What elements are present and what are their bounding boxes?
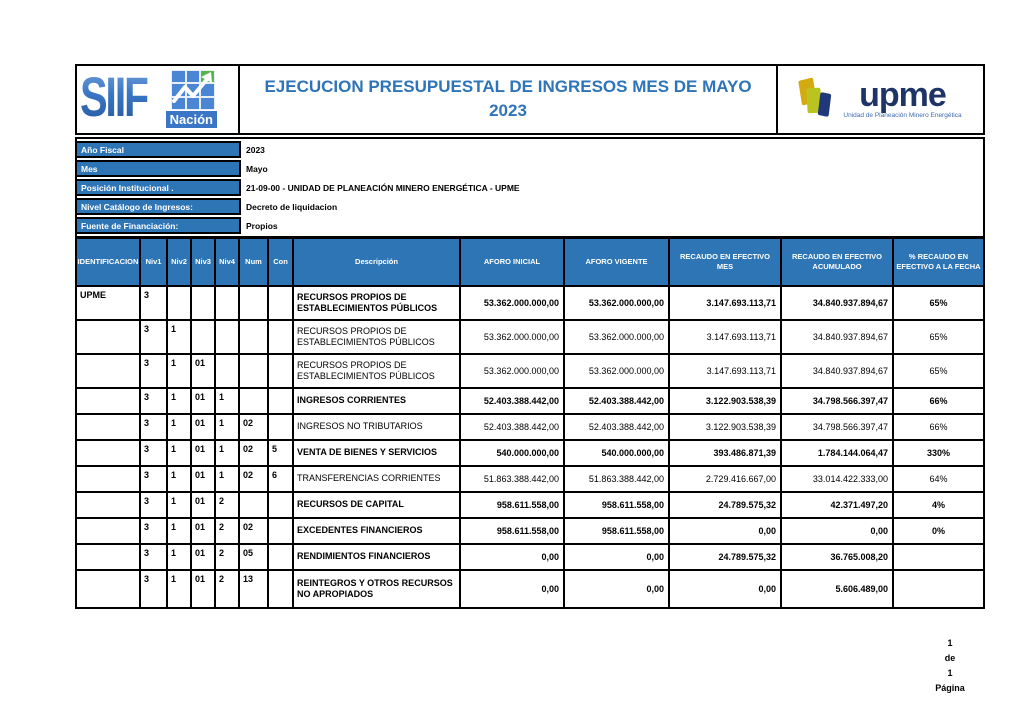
- table-row: [77, 545, 983, 571]
- cell-recaudo-mes: 24.789.575,32: [670, 545, 782, 569]
- table-row: [77, 519, 983, 545]
- cell-num: [240, 321, 269, 353]
- cell-descripcion: RENDIMIENTOS FINANCIEROS: [294, 545, 461, 569]
- cell-num: 02: [240, 415, 269, 439]
- cell-aforo-inicial: 540.000.000,00: [461, 441, 565, 465]
- cell-niv1: 3: [141, 441, 168, 465]
- cell-aforo-vigente: 958.611.558,00: [565, 493, 670, 517]
- cell-pct: [894, 545, 983, 569]
- report-title-year: 2023: [489, 101, 527, 120]
- column-header: Niv4: [216, 239, 240, 285]
- budget-report-document: [75, 64, 985, 609]
- cell-niv1: 3: [141, 467, 168, 491]
- cell-recaudo-acumulado: 0,00: [782, 519, 894, 543]
- cell-descripcion: RECURSOS DE CAPITAL: [294, 493, 461, 517]
- metadata-value: Propios: [246, 220, 278, 231]
- column-header: Con: [269, 239, 294, 285]
- cell-niv2: 1: [168, 545, 192, 569]
- cell-aforo-inicial: 53.362.000.000,00: [461, 287, 565, 319]
- cell-recaudo-mes: 393.486.871,39: [670, 441, 782, 465]
- cell-aforo-vigente: 958.611.558,00: [565, 519, 670, 543]
- cell-pct: 330%: [926, 448, 951, 458]
- metadata-row: [77, 159, 983, 178]
- cell-niv3: 01: [192, 415, 216, 439]
- cell-niv2: 1: [168, 493, 192, 517]
- cell-descripcion: INGRESOS NO TRIBUTARIOS: [294, 415, 461, 439]
- column-header: AFORO INICIAL: [461, 239, 565, 285]
- cell-recaudo-acumulado: 1.784.144.064,47: [782, 441, 894, 465]
- column-header: AFORO VIGENTE: [565, 239, 670, 285]
- cell-con: [269, 321, 294, 353]
- table-header-row: [77, 239, 983, 287]
- cell-recaudo-mes: 3.147.693.113,71: [670, 355, 782, 387]
- cell-recaudo-mes: 3.147.693.113,71: [670, 287, 782, 319]
- cell-niv2: 1: [168, 467, 192, 491]
- cell-aforo-vigente: 52.403.388.442,00: [565, 415, 670, 439]
- metadata-label: Fuente de Financiación:: [77, 217, 241, 234]
- cell-niv4: 1: [216, 467, 240, 491]
- cell-aforo-inicial: 52.403.388.442,00: [461, 415, 565, 439]
- column-header: Niv2: [168, 239, 192, 285]
- cell-pct: 65%: [929, 332, 948, 342]
- page-indicator-line: 1: [947, 638, 953, 648]
- cell-descripcion: REINTEGROS Y OTROS RECURSOS NO APROPIADOS: [294, 571, 461, 607]
- upme-logo-tagline: Unidad de Planeación Minero Energética: [843, 112, 962, 119]
- table-row: [77, 415, 983, 441]
- page-indicator: [918, 636, 982, 696]
- cell-niv1: 3: [141, 571, 168, 607]
- cell-niv3: 01: [192, 467, 216, 491]
- cell-aforo-inicial: 53.362.000.000,00: [461, 355, 565, 387]
- cell-con: [269, 519, 294, 543]
- cell-niv3: 01: [192, 441, 216, 465]
- cell-aforo-inicial: 0,00: [461, 545, 565, 569]
- cell-niv4: [216, 355, 240, 387]
- siif-logo-text: SIIF: [80, 65, 148, 128]
- cell-recaudo-acumulado: 42.371.497,20: [782, 493, 894, 517]
- cell-pct: 65%: [929, 366, 948, 376]
- cell-aforo-inicial: 0,00: [461, 571, 565, 607]
- cell-pct: 65%: [929, 298, 948, 308]
- cell-identificacion: [77, 441, 141, 465]
- cell-identificacion: [77, 519, 141, 543]
- metadata-row: [77, 197, 983, 216]
- cell-aforo-vigente: 540.000.000,00: [565, 441, 670, 465]
- cell-aforo-vigente: 51.863.388.442,00: [565, 467, 670, 491]
- cell-descripcion: RECURSOS PROPIOS DE ESTABLECIMIENTOS PÚBLICOS: [294, 287, 461, 319]
- cell-niv1: 3: [141, 321, 168, 353]
- siif-nacion-logo: [75, 64, 240, 135]
- cell-identificacion: [77, 389, 141, 413]
- metadata-row: [77, 178, 983, 197]
- metadata-row: [77, 140, 983, 159]
- cell-num: 13: [240, 571, 269, 607]
- table-row: [77, 571, 983, 607]
- metadata-row: [77, 216, 983, 235]
- cell-con: [269, 545, 294, 569]
- cell-recaudo-acumulado: 34.840.937.894,67: [782, 321, 894, 353]
- cell-niv2: 1: [168, 441, 192, 465]
- column-header: Niv3: [192, 239, 216, 285]
- table-row: [77, 287, 983, 321]
- cell-identificacion: [77, 321, 141, 353]
- cell-aforo-vigente: 53.362.000.000,00: [565, 287, 670, 319]
- page-indicator-line: 1: [947, 668, 953, 678]
- metadata-label: Posición Institucional .: [77, 179, 241, 196]
- cell-niv3: [192, 321, 216, 353]
- cell-con: [269, 355, 294, 387]
- cell-pct: 0%: [931, 526, 945, 536]
- cell-pct: [894, 571, 983, 607]
- cell-con: [269, 571, 294, 607]
- cell-descripcion: TRANSFERENCIAS CORRIENTES: [294, 467, 461, 491]
- upme-flame-icon: [799, 75, 835, 125]
- cell-recaudo-mes: 3.147.693.113,71: [670, 321, 782, 353]
- metadata-label: Nivel Catálogo de Ingresos:: [77, 198, 241, 215]
- cell-identificacion: [77, 545, 141, 569]
- cell-niv3: 01: [192, 389, 216, 413]
- cell-descripcion: EXCEDENTES FINANCIEROS: [294, 519, 461, 543]
- cell-recaudo-acumulado: 34.798.566.397,47: [782, 415, 894, 439]
- cell-niv4: [216, 321, 240, 353]
- cell-aforo-vigente: 0,00: [565, 545, 670, 569]
- cell-niv4: 1: [216, 415, 240, 439]
- cell-niv3: 01: [192, 519, 216, 543]
- cell-identificacion: [77, 571, 141, 607]
- cell-niv2: 1: [168, 415, 192, 439]
- cell-recaudo-acumulado: 34.840.937.894,67: [782, 287, 894, 319]
- cell-recaudo-mes: 3.122.903.538,39: [670, 389, 782, 413]
- cell-con: 5: [269, 441, 294, 465]
- column-header: Niv1: [141, 239, 168, 285]
- cell-niv1: 3: [141, 493, 168, 517]
- cell-num: 02: [240, 519, 269, 543]
- cell-descripcion: RECURSOS PROPIOS DE ESTABLECIMIENTOS PÚBLICOS: [294, 321, 461, 353]
- cell-recaudo-mes: 2.729.416.667,00: [670, 467, 782, 491]
- cell-identificacion: [77, 493, 141, 517]
- cell-con: [269, 493, 294, 517]
- cell-aforo-inicial: 52.403.388.442,00: [461, 389, 565, 413]
- cell-identificacion: UPME: [77, 287, 141, 319]
- column-header: % RECAUDO EN EFECTIVO A LA FECHA: [896, 252, 981, 271]
- cell-recaudo-acumulado: 34.840.937.894,67: [782, 355, 894, 387]
- cell-niv3: [192, 287, 216, 319]
- metadata-value: Decreto de liquidacion: [246, 201, 338, 212]
- cell-descripcion: INGRESOS CORRIENTES: [294, 389, 461, 413]
- report-header: [75, 64, 985, 135]
- cell-identificacion: [77, 467, 141, 491]
- column-header: Descripción: [294, 239, 461, 285]
- cell-niv4: 1: [216, 389, 240, 413]
- cell-aforo-vigente: 0,00: [565, 571, 670, 607]
- cell-niv3: 01: [192, 355, 216, 387]
- cell-niv2: 1: [168, 321, 192, 353]
- cell-niv1: 3: [141, 355, 168, 387]
- cell-aforo-vigente: 53.362.000.000,00: [565, 355, 670, 387]
- cell-niv1: 3: [141, 519, 168, 543]
- upme-logo-text: upme: [859, 75, 946, 115]
- table-row: [77, 467, 983, 493]
- cell-num: 02: [240, 467, 269, 491]
- column-header: IDENTIFICACION: [77, 239, 141, 285]
- cell-aforo-inicial: 958.611.558,00: [461, 519, 565, 543]
- metadata-label: Mes: [77, 160, 241, 177]
- metadata-value: Mayo: [246, 163, 268, 174]
- table-body: [77, 287, 983, 607]
- cell-niv1: 3: [141, 287, 168, 319]
- column-header: RECAUDO EN EFECTIVO ACUMULADO: [782, 239, 894, 285]
- metadata-value: 21-09-00 - UNIDAD DE PLANEACIÓN MINERO ENERGÉTICA - UPME: [246, 182, 520, 193]
- cell-niv4: 2: [216, 519, 240, 543]
- cell-aforo-vigente: 53.362.000.000,00: [565, 321, 670, 353]
- cell-pct: 66%: [929, 422, 948, 432]
- cell-recaudo-acumulado: 5.606.489,00: [782, 571, 894, 607]
- cell-descripcion: RECURSOS PROPIOS DE ESTABLECIMIENTOS PÚBLICOS: [294, 355, 461, 387]
- budget-table: [75, 236, 985, 609]
- cell-num: [240, 355, 269, 387]
- cell-num: 02: [240, 441, 269, 465]
- cell-recaudo-acumulado: 36.765.008,20: [782, 545, 894, 569]
- cell-identificacion: [77, 355, 141, 387]
- siif-trend-arrow-icon: [171, 70, 215, 110]
- metadata-label: Año Fiscal: [77, 141, 241, 158]
- cell-niv2: 1: [168, 355, 192, 387]
- cell-recaudo-mes: 0,00: [670, 519, 782, 543]
- cell-aforo-inicial: 958.611.558,00: [461, 493, 565, 517]
- cell-niv1: 3: [141, 415, 168, 439]
- cell-aforo-vigente: 52.403.388.442,00: [565, 389, 670, 413]
- table-row: [77, 441, 983, 467]
- cell-niv2: 1: [168, 519, 192, 543]
- cell-niv4: 2: [216, 493, 240, 517]
- cell-niv2: [168, 287, 192, 319]
- cell-niv4: 2: [216, 545, 240, 569]
- report-title-line1: EJECUCION PRESUPUESTAL DE INGRESOS MES DE MAYO: [264, 77, 752, 96]
- cell-niv2: 1: [168, 389, 192, 413]
- column-header: RECAUDO EN EFECTIVO MES: [670, 239, 782, 285]
- cell-con: [269, 415, 294, 439]
- cell-con: [269, 389, 294, 413]
- cell-con: [269, 287, 294, 319]
- cell-aforo-inicial: 51.863.388.442,00: [461, 467, 565, 491]
- report-title: [238, 64, 778, 135]
- cell-niv4: 1: [216, 441, 240, 465]
- cell-identificacion: [77, 415, 141, 439]
- cell-recaudo-mes: 0,00: [670, 571, 782, 607]
- cell-aforo-inicial: 53.362.000.000,00: [461, 321, 565, 353]
- page-indicator-line: Página: [935, 683, 965, 693]
- cell-niv4: 2: [216, 571, 240, 607]
- metadata-value: 2023: [246, 144, 265, 155]
- table-row: [77, 493, 983, 519]
- cell-niv2: 1: [168, 571, 192, 607]
- cell-niv1: 3: [141, 389, 168, 413]
- cell-niv3: 01: [192, 493, 216, 517]
- cell-recaudo-acumulado: 33.014.422.333,00: [782, 467, 894, 491]
- cell-pct: 64%: [929, 474, 948, 484]
- table-row: [77, 321, 983, 355]
- cell-niv3: 01: [192, 571, 216, 607]
- cell-num: 05: [240, 545, 269, 569]
- cell-con: 6: [269, 467, 294, 491]
- table-row: [77, 389, 983, 415]
- cell-num: [240, 493, 269, 517]
- cell-pct: 66%: [929, 396, 948, 406]
- cell-niv1: 3: [141, 545, 168, 569]
- siif-nacion-label: Nación: [166, 111, 217, 128]
- cell-num: [240, 287, 269, 319]
- cell-recaudo-mes: 24.789.575,32: [670, 493, 782, 517]
- cell-recaudo-mes: 3.122.903.538,39: [670, 415, 782, 439]
- table-row: [77, 355, 983, 389]
- cell-num: [240, 389, 269, 413]
- cell-niv3: 01: [192, 545, 216, 569]
- cell-recaudo-acumulado: 34.798.566.397,47: [782, 389, 894, 413]
- report-metadata: [75, 137, 985, 236]
- column-header: Num: [240, 239, 269, 285]
- cell-niv4: [216, 287, 240, 319]
- page-indicator-line: de: [944, 653, 956, 663]
- cell-pct: 4%: [931, 500, 945, 510]
- cell-descripcion: VENTA DE BIENES Y SERVICIOS: [294, 441, 461, 465]
- upme-logo: [776, 64, 985, 135]
